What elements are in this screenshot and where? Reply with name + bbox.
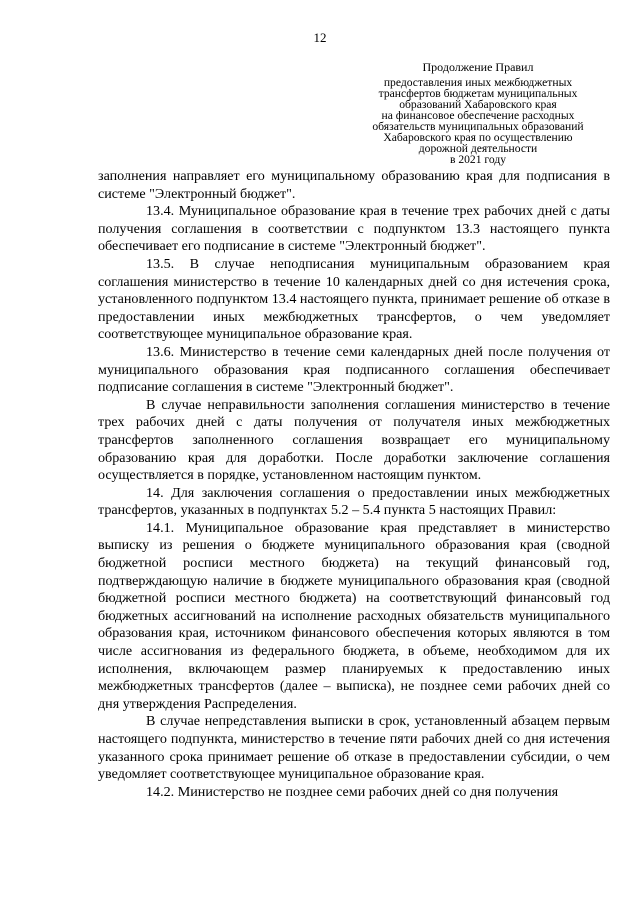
document-header — [348, 62, 608, 165]
paragraph: 13.4. Муниципальное образование края в течение трех рабочих дней с даты получения соглашения в соответствии с подпунктом 13.3 настоящего пункта обеспечивает его подписание в системе "Электронный бюджет". — [98, 203, 610, 255]
paragraph: 13.6. Министерство в течение семи календарных дней после получения от муниципального образования края подписанного соглашения обеспечивает подписание соглашения в системе "Электронный бюджет". — [98, 343, 610, 396]
paragraph: 14.2. Министерство не позднее семи рабочих дней со дня получения — [146, 783, 559, 800]
paragraph: 14. Для заключения соглашения о предоставлении иных межбюджетных трансфертов, указанных в подпунктах 5.2 – 5.4 пункта 5 настоящих Правил: — [98, 484, 610, 519]
page-number: 12 — [313, 30, 327, 45]
header-line: Хабаровского края по осуществлению — [383, 131, 573, 144]
header-line: обязательств муниципальных образований — [372, 120, 584, 133]
paragraph: В случае непредставления выписки в срок, установленный абзацем первым настоящего подпункта, министерство в течение пяти рабочих дней со дня истечения указанного срока принимает решение об отказе в предоставлении субсидии, о чем уведомляет соответствующее муниципальное образование края. — [98, 713, 610, 783]
header-line: дорожной деятельности — [418, 142, 538, 155]
paragraph: 13.5. В случае неподписания муниципальным образованием края соглашения министерство в течение 10 календарных дней со дня истечения срока, установленного подпунктом 13.4 настоящего пункта, принимает решение об отказе в предоставлении иных межбюджетных трансфертов, о чем уведомляет соответствующее муниципальное образование края. — [98, 255, 610, 343]
header-line: трансфертов бюджетам муниципальных — [378, 87, 578, 100]
header-line: предоставления иных межбюджетных — [383, 76, 573, 89]
paragraph: заполнения направляет его муниципальному образованию края для подписания в системе "Электронный бюджет". — [98, 168, 610, 202]
header-title: Продолжение Правил — [422, 60, 534, 74]
header-line: в 2021 году — [449, 153, 507, 166]
header-line: образований Хабаровского края — [399, 98, 557, 111]
paragraph: В случае неправильности заполнения соглашения министерство в течение трех рабочих дней с даты получения от получателя иных межбюджетных трансфертов заполненного соглашения возвращает его муниципальному образованию края для доработки. После доработки заключение соглашения осуществляется в порядке, установленном настоящим пунктом. — [98, 396, 610, 484]
header-line: на финансовое обеспечение расходных — [381, 109, 575, 122]
document-body — [98, 168, 610, 801]
paragraph: 14.1. Муниципальное образование края представляет в министерство выписку из решения о бюджете муниципального образования края (сводной бюджетной росписи местного бюджета) на текущий финансовый год, подтверждающую наличие в бюджете муниципального образования края (сводной бюджетной росписи местного бюджета) на соответствующий финансовый год бюджетных ассигнований на исполнение расходных обязательств муниципального образования края, источником финансового обеспечения которых являются в том числе ассигнования из федерального бюджета, в объеме, необходимом для их исполнения, включающем размер планируемых к предоставлению иных межбюджетных трансфертов (далее – выписка), не позднее семи рабочих дней со дня утверждения Распределения. — [98, 519, 610, 712]
